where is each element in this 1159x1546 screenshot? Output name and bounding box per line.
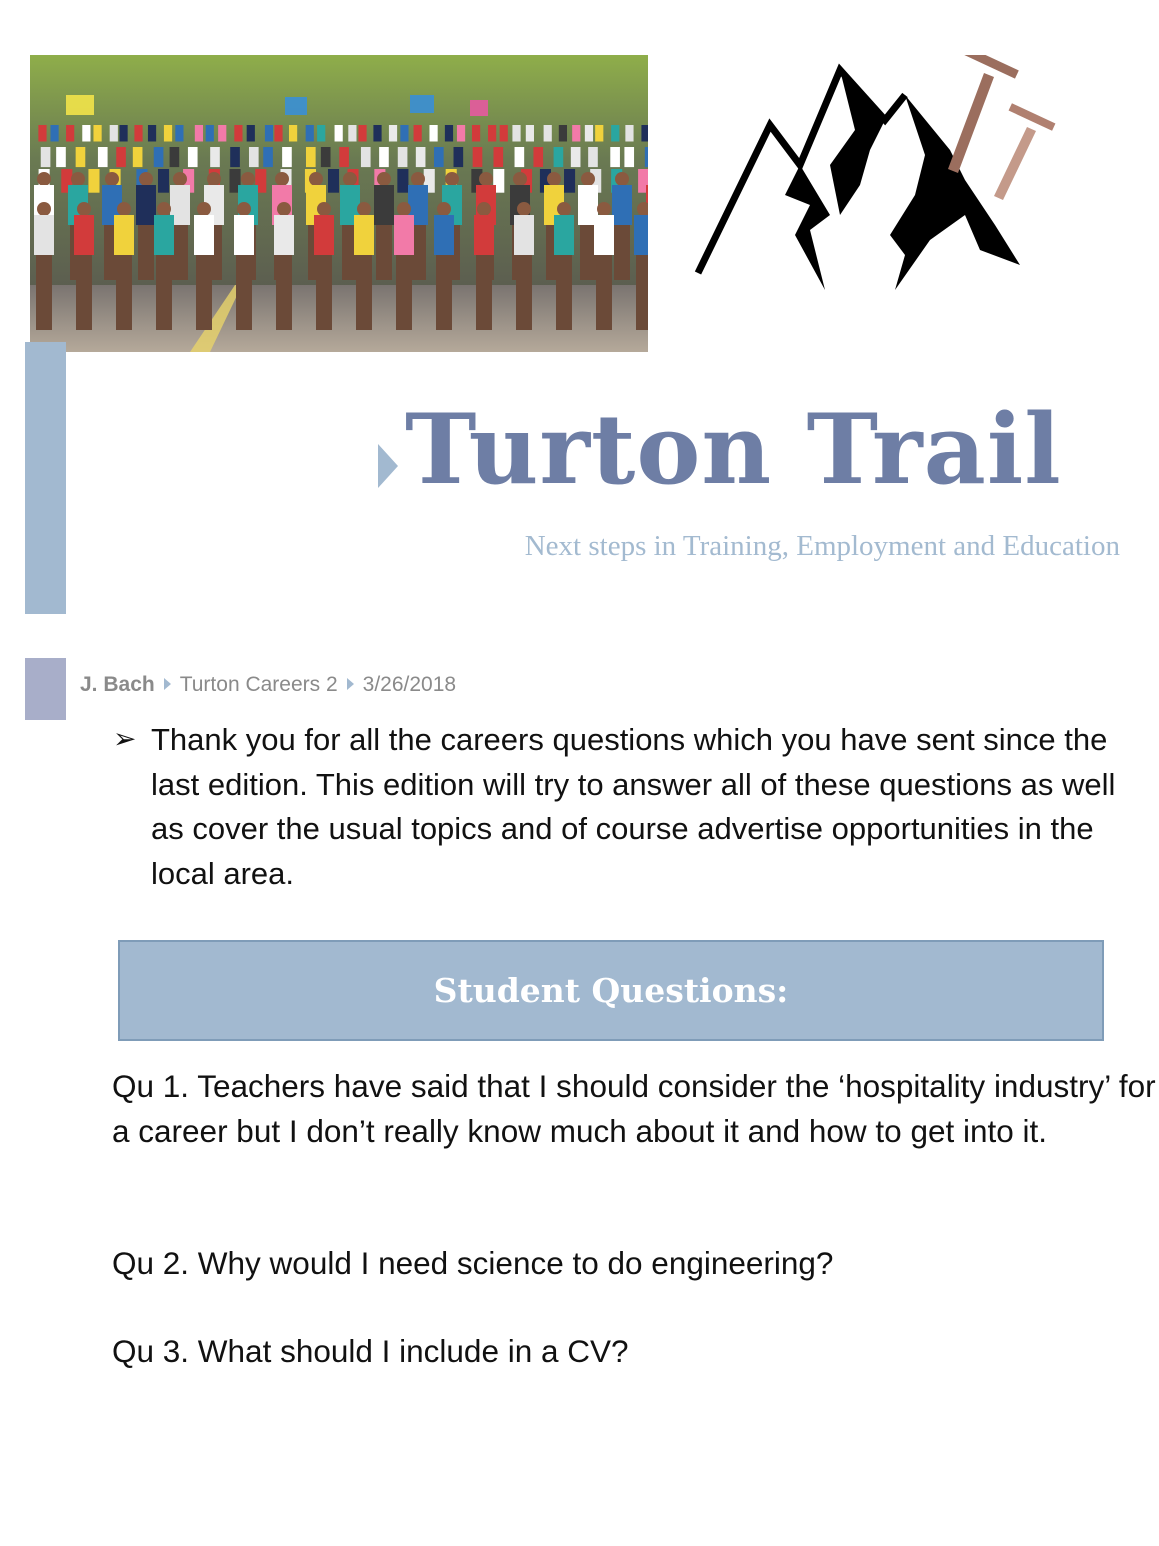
runner-figure — [473, 147, 483, 167]
logo-letter-t1 — [948, 55, 1019, 173]
runner-figure — [472, 125, 480, 142]
runner-figure — [265, 125, 273, 142]
runner-figure — [34, 215, 54, 255]
runner-head — [105, 172, 119, 186]
runner-figure — [158, 169, 169, 193]
logo-mountain-left — [770, 125, 830, 290]
runner-figure — [588, 147, 598, 167]
runner-head — [343, 172, 357, 186]
accent-bar-meta — [25, 658, 66, 720]
question-3: Qu 3. What should I include in a CV? — [112, 1333, 629, 1369]
runner-figure — [164, 125, 172, 142]
runner-figure — [230, 147, 240, 167]
runner-figure — [218, 125, 226, 142]
runner-head — [197, 202, 211, 216]
runner-figure — [134, 125, 142, 142]
runner-legs — [138, 225, 154, 280]
runner-head — [547, 172, 561, 186]
runner-figure — [512, 125, 520, 142]
runner-figure — [488, 125, 496, 142]
runner-figure — [397, 169, 408, 193]
runner-figure — [249, 147, 259, 167]
runner-figure — [595, 125, 603, 142]
publication-date: 3/26/2018 — [362, 673, 457, 696]
runner-figure — [247, 125, 255, 142]
runner-figure — [348, 125, 356, 142]
logo-letter-t2 — [994, 103, 1055, 200]
runner-figure — [389, 125, 397, 142]
runner-figure — [306, 147, 316, 167]
runner-head — [275, 172, 289, 186]
runner-figure — [354, 215, 374, 255]
runner-head — [479, 172, 493, 186]
runner-figure — [50, 125, 58, 142]
runner-figure — [148, 125, 156, 142]
runner-figure — [400, 125, 408, 142]
runner-head — [597, 202, 611, 216]
runner-figure — [110, 125, 118, 142]
runner-legs — [636, 255, 648, 330]
runner-figure — [641, 125, 648, 142]
runner-legs — [614, 225, 630, 280]
banner-title: Student Questions: — [433, 971, 789, 1010]
runner-figure — [206, 125, 214, 142]
runner-figure — [645, 147, 648, 167]
runner-figure — [416, 147, 426, 167]
runner-figure — [38, 125, 46, 142]
runner-figure — [429, 125, 437, 142]
runner-figure — [74, 215, 94, 255]
runner-figure — [611, 125, 619, 142]
runner-figure — [317, 125, 325, 142]
runner-head — [477, 202, 491, 216]
logo-letters-text: T — [690, 55, 691, 56]
runner-figure — [594, 215, 614, 255]
runner-head — [411, 172, 425, 186]
runner-figure — [610, 147, 620, 167]
runner-figure — [624, 147, 634, 167]
runner-figure — [175, 125, 183, 142]
runner-legs — [436, 255, 452, 330]
student-questions-banner — [118, 940, 1104, 1041]
runner-head — [445, 172, 459, 186]
runner-head — [517, 202, 531, 216]
runner-legs — [556, 255, 572, 330]
runner-figure — [571, 147, 581, 167]
runner-head — [377, 172, 391, 186]
runner-head — [397, 202, 411, 216]
runner-figure — [82, 125, 90, 142]
runner-figure — [133, 147, 143, 167]
runner-figure — [76, 147, 86, 167]
runner-figure — [234, 215, 254, 255]
runner-figure — [289, 125, 297, 142]
runner-figure — [474, 215, 494, 255]
runner-figure — [306, 125, 314, 142]
runner-figure — [515, 147, 525, 167]
newsletter-subtitle: Next steps in Training, Employment and Education — [524, 530, 1120, 562]
runner-head — [615, 172, 629, 186]
runner-figure — [414, 125, 422, 142]
runner-head — [581, 172, 595, 186]
runner-figure — [339, 147, 349, 167]
runner-figure — [194, 215, 214, 255]
runner-head — [207, 172, 221, 186]
runner-figure — [154, 147, 164, 167]
runner-figure — [41, 147, 51, 167]
runner-figure — [274, 215, 294, 255]
runner-figure — [66, 125, 74, 142]
turton-trail-logo — [690, 55, 1060, 305]
title-arrow-icon — [378, 444, 398, 488]
runner-head — [157, 202, 171, 216]
runner-head — [173, 172, 187, 186]
runner-figure — [114, 215, 134, 255]
runner-figure — [533, 147, 543, 167]
runner-figure — [559, 125, 567, 142]
runner-head — [317, 202, 331, 216]
runner-figure — [445, 125, 453, 142]
runner-figure — [457, 125, 465, 142]
runner-figure — [98, 147, 108, 167]
publication-name: Turton Careers 2 — [179, 673, 338, 696]
arrow-bullet-icon: ➢ — [113, 723, 137, 754]
runner-head — [309, 172, 323, 186]
runner-figure — [625, 125, 633, 142]
runner-figure — [500, 125, 508, 142]
runner-figure — [379, 147, 389, 167]
runner-head — [241, 172, 255, 186]
runner-figure — [544, 125, 552, 142]
runner-head — [139, 172, 153, 186]
runner-figure — [373, 125, 381, 142]
runner-figure — [358, 125, 366, 142]
runner-figure — [56, 147, 66, 167]
runner-figure — [282, 147, 292, 167]
runner-figure — [328, 169, 339, 193]
runner-legs — [76, 255, 92, 330]
runner-legs — [376, 225, 392, 280]
runner-head — [237, 202, 251, 216]
runner-legs — [396, 255, 412, 330]
runner-head — [357, 202, 371, 216]
runner-figure — [170, 147, 180, 167]
question-1: Qu 1. Teachers have said that I should consider the ‘hospitality industry’ for a career but I don’t really know much about it and how to get into it. — [112, 1068, 1156, 1149]
runner-legs — [116, 255, 132, 330]
newsletter-title: Turton Trail — [405, 393, 1062, 506]
runner-figure — [554, 215, 574, 255]
runner-figure — [634, 215, 648, 255]
runner-figure — [398, 147, 408, 167]
runner-figure — [564, 169, 575, 193]
runner-figure — [314, 215, 334, 255]
runner-figure — [154, 215, 174, 255]
runner-figure — [454, 147, 464, 167]
logo-mountain-mid — [830, 70, 885, 215]
accent-bar-vertical — [25, 342, 66, 614]
runner-legs — [276, 255, 292, 330]
runner-legs — [172, 225, 188, 280]
runner-head — [117, 202, 131, 216]
runner-head — [513, 172, 527, 186]
runner-legs — [580, 225, 596, 280]
runner-legs — [236, 255, 252, 330]
runner-head — [437, 202, 451, 216]
runner-figure — [116, 147, 126, 167]
runner-head — [37, 172, 51, 186]
runner-legs — [36, 255, 52, 330]
runner-figure — [572, 125, 580, 142]
runner-figure — [526, 125, 534, 142]
runner-figure — [88, 169, 99, 193]
meta-line — [80, 673, 456, 697]
runner-figure — [434, 215, 454, 255]
runner-figure — [493, 147, 503, 167]
runner-figure — [585, 125, 593, 142]
runner-figure — [93, 125, 101, 142]
runner-legs — [596, 255, 612, 330]
runner-head — [557, 202, 571, 216]
runner-figure — [195, 125, 203, 142]
runner-figure — [335, 125, 343, 142]
runner-figure — [210, 147, 220, 167]
runner-figure — [263, 147, 273, 167]
runner-legs — [516, 255, 532, 330]
author-name: J. Bach — [80, 673, 155, 696]
runner-figure — [374, 185, 394, 225]
separator-arrow-icon — [164, 678, 171, 690]
separator-arrow-icon — [347, 678, 354, 690]
runner-head — [77, 202, 91, 216]
runner-legs — [476, 255, 492, 330]
runner-figure — [321, 147, 331, 167]
runner-figure — [136, 185, 156, 225]
runner-legs — [196, 255, 212, 330]
runner-figure — [434, 147, 444, 167]
runner-figure — [361, 147, 371, 167]
runner-figure — [612, 185, 632, 225]
runner-figure — [514, 215, 534, 255]
runner-figure — [119, 125, 127, 142]
intro-text: Thank you for all the careers questions which you have sent since the last edition. This edition will try to answer all of these questions as well as cover the usual topics and of course advertise opportunities in the local area. — [151, 722, 1116, 891]
runner-figure — [394, 215, 414, 255]
runner-head — [37, 202, 51, 216]
runner-head — [71, 172, 85, 186]
runner-legs — [316, 255, 332, 330]
runner-legs — [356, 255, 372, 330]
question-2: Qu 2. Why would I need science to do engineering? — [112, 1245, 834, 1281]
runner-figure — [274, 125, 282, 142]
runner-figure — [234, 125, 242, 142]
hero-photo-marathon — [30, 55, 648, 352]
runner-head — [277, 202, 291, 216]
runner-legs — [156, 255, 172, 330]
runner-figure — [554, 147, 564, 167]
runner-figure — [188, 147, 198, 167]
